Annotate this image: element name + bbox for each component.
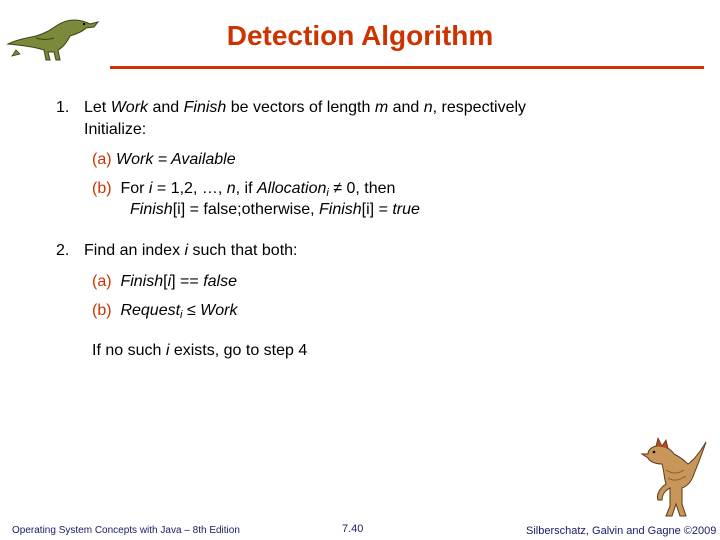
text-run: Work (110, 99, 149, 116)
text-run: For (111, 180, 149, 197)
text-run: Allocation (256, 180, 327, 197)
footer-page-number: 7.40 (342, 523, 364, 535)
text-run: Finish (111, 273, 164, 290)
text-run: false (203, 273, 237, 290)
text-run: Finish (183, 99, 227, 116)
text-run: n (226, 180, 236, 197)
sub-item (92, 272, 237, 292)
item-number: 2. (56, 242, 70, 259)
text-run: Finish (318, 201, 362, 218)
sub-item (92, 150, 236, 170)
text-run: m (374, 99, 389, 116)
text-run: Let (84, 99, 111, 116)
text-run: true (392, 201, 420, 218)
text-run: Work (200, 302, 238, 319)
text-run: i (326, 187, 329, 199)
text-run: [i] = false;otherwise, (172, 201, 319, 218)
text-run: i (148, 180, 153, 197)
text-run: , respectively (432, 99, 527, 116)
footer-book-title: Operating System Concepts with Java – 8th Edition (12, 525, 240, 536)
text-run: i (167, 273, 172, 290)
text-run: exists, go to step 4 (169, 342, 308, 359)
sub-item (92, 301, 238, 325)
item-text (84, 241, 297, 261)
text-run: If no such (92, 342, 166, 359)
footer-authors: Silberschatz, Galvin and Gagne ©2009 (526, 525, 717, 537)
text-run: n (423, 99, 433, 116)
sub-item-letter: (a) (92, 273, 112, 290)
sub-item-continuation (130, 200, 420, 220)
text-run: [ (163, 273, 168, 290)
text-run: ≠ 0, then (328, 180, 396, 197)
text-run: = 1,2, …, (152, 180, 227, 197)
item-number: 1. (56, 99, 70, 116)
item-note (92, 341, 307, 361)
sub-item-letter: (b) (92, 302, 112, 319)
text-run: Find an index (84, 242, 185, 259)
sub-item-letter: (b) (92, 180, 112, 197)
text-run: and (148, 99, 184, 116)
text-run: i (180, 309, 183, 321)
dinosaur-mascot-icon (636, 434, 712, 524)
text-run: Work = Available (111, 151, 236, 168)
dinosaur-logo-icon (6, 14, 102, 64)
item-text (84, 98, 526, 118)
title-underline (110, 66, 704, 69)
text-run: , if (235, 180, 257, 197)
item-text: Initialize: (84, 121, 147, 138)
text-run: ≤ (182, 302, 201, 319)
sub-item-letter: (a) (92, 151, 112, 168)
text-run: be vectors of length (226, 99, 375, 116)
slide-title: Detection Algorithm (226, 20, 494, 51)
text-run: and (388, 99, 424, 116)
text-run: ] == (171, 273, 204, 290)
text-run: [i] = (361, 201, 393, 218)
text-run: Request (111, 302, 181, 319)
text-run: Finish (130, 201, 173, 218)
text-run: i (165, 342, 170, 359)
text-run: such that both: (188, 242, 298, 259)
text-run: i (184, 242, 189, 259)
